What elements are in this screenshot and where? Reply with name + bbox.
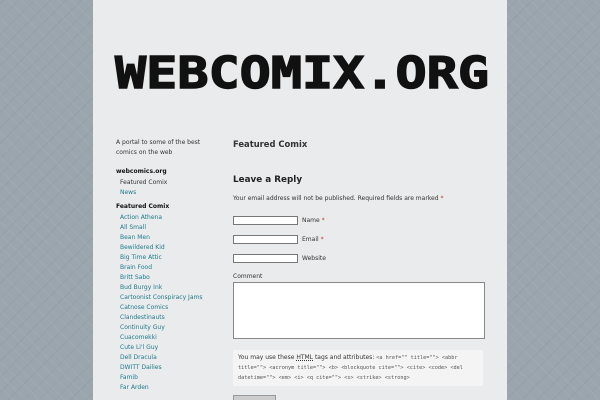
allowed-tags-list: <a href="" title=""> <abbr title=""> <acronym title=""> <b> <blockquote cite=""> <cite> <code> <del datetime=""> <em> <i> <q cite=""> <s> <strike> <strong> <box>238 355 463 381</box>
sidebar-item-comic[interactable]: Big Time Attic <box>120 254 162 261</box>
sidebar-item-comic[interactable]: Famib <box>120 374 138 381</box>
comment-textarea[interactable] <box>233 282 485 339</box>
sidebar-item-comic[interactable]: Continuity Guy <box>120 324 165 331</box>
sidebar-item-comic[interactable]: Cute Li'l Guy <box>120 344 159 351</box>
main-content <box>233 138 485 386</box>
sidebar-item-comic[interactable]: Dell Dracula <box>120 354 157 361</box>
comment-notes <box>233 194 485 204</box>
sidebar-item-news[interactable]: News <box>120 189 137 196</box>
site-logo[interactable] <box>113 50 491 96</box>
page <box>93 0 507 400</box>
website-label: Website <box>302 254 326 262</box>
sidebar <box>116 138 216 397</box>
email-row <box>233 233 485 245</box>
sidebar-heading-featured: Featured Comix <box>116 203 170 210</box>
sidebar-item-comic[interactable]: Bud Burgy Ink <box>120 284 163 291</box>
sidebar-heading-site: webcomics.org <box>116 168 167 175</box>
post-title[interactable]: Featured Comix <box>233 139 308 149</box>
sidebar-item-comic[interactable]: All Small <box>120 224 147 231</box>
sidebar-item-comic[interactable]: Catnose Comics <box>120 304 169 311</box>
sidebar-item-comic[interactable]: Bewildered Kid <box>120 244 165 251</box>
allowed-tags-prefix: You may use these <box>238 354 297 361</box>
sidebar-item-comic[interactable]: Action Athena <box>120 214 163 221</box>
email-input[interactable] <box>233 235 298 244</box>
allowed-tags-suffix: tags and attributes: <box>313 354 377 361</box>
site-nav-list <box>116 178 216 198</box>
required-mark: * <box>440 195 444 202</box>
required-mark: * <box>320 235 324 243</box>
allowed-tags-note <box>233 350 483 386</box>
name-input[interactable] <box>233 216 298 225</box>
name-row <box>233 214 485 226</box>
comment-label: Comment <box>233 273 263 280</box>
website-row <box>233 252 485 264</box>
sidebar-item-comic[interactable]: Cartoonist Conspiracy Jams <box>120 294 203 301</box>
html-abbr: HTML <box>296 354 314 361</box>
sidebar-item-comic[interactable]: Cuacomekki <box>120 334 157 341</box>
required-mark: * <box>321 216 325 224</box>
featured-comix-list <box>116 213 216 393</box>
site-description: A portal to some of the best comics on the web <box>116 139 201 156</box>
email-label: Email <box>302 235 319 243</box>
sidebar-item-comic[interactable]: Clandestinauts <box>120 314 165 321</box>
sidebar-item-comic[interactable]: Brain Food <box>120 264 153 271</box>
sidebar-item-comic[interactable]: Far Arden <box>120 384 149 391</box>
sidebar-item-comic[interactable]: DWITT Dailies <box>120 364 162 371</box>
comment-notes-text: Your email address will not be published. Required fields are marked <box>233 195 439 202</box>
sidebar-item-comic[interactable]: Britt Sabo <box>120 274 150 281</box>
logo-graphic <box>113 50 491 96</box>
logo-text: WEBCOMIX.ORG <box>115 50 489 96</box>
post-comment-button[interactable] <box>233 395 276 400</box>
name-label: Name <box>302 216 320 224</box>
website-input[interactable] <box>233 254 298 263</box>
sidebar-item-comic[interactable]: Bean Men <box>120 234 150 241</box>
sidebar-item-featured-comix[interactable]: Featured Comix <box>120 179 168 186</box>
reply-heading: Leave a Reply <box>233 175 303 185</box>
